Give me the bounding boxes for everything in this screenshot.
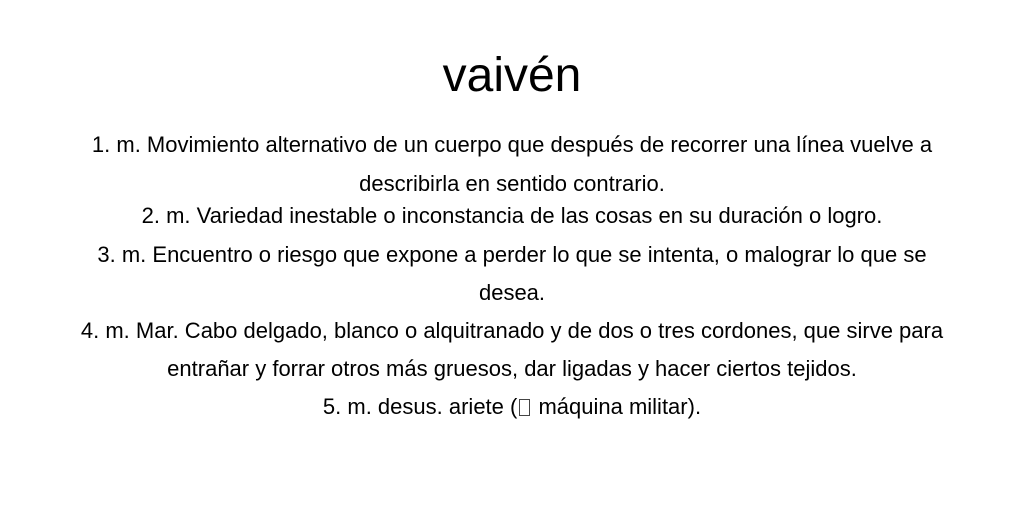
definition-5 (70, 388, 954, 427)
definitions-list (70, 126, 954, 426)
definition-1: 1. m. Movimiento alternativo de un cuerpo que después de recorrer una línea vuelve a describirla en sentido contrario. (91, 132, 933, 196)
definition-5-text-before: 5. m. desus. ariete ( (322, 393, 518, 419)
definition-3: 3. m. Encuentro o riesgo que expone a perder lo que se intenta, o malograr lo que se desea. (97, 241, 927, 305)
definition-4: 4. m. Mar. Cabo delgado, blanco o alquitranado y de dos o tres cordones, que sirve para entrañar y forrar otros más gruesos, dar ligadas y hacer ciertos tejidos. (80, 317, 944, 381)
definition-5-text-after: máquina militar). (532, 393, 702, 419)
headword: vaivén (442, 49, 582, 102)
definition-2: 2. m. Variedad inestable o inconstancia de las cosas en su duración o logro. (141, 203, 883, 228)
missing-glyph-box-icon (519, 399, 530, 416)
